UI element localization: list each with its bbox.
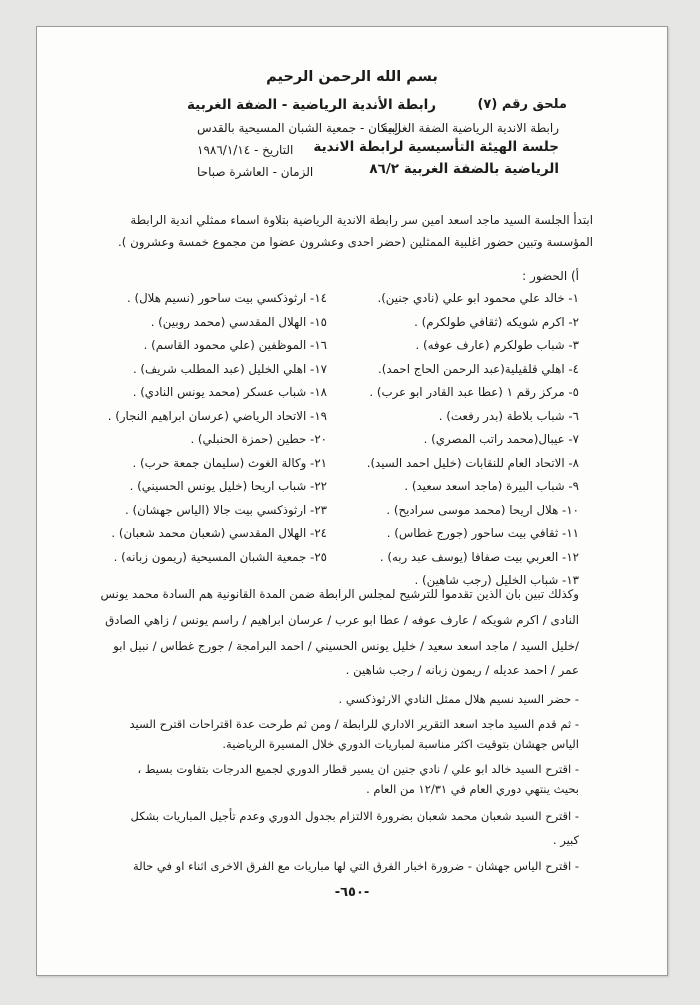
attendee-item: ٢- اكرم شويكه (ثقافي طولكرم) . <box>414 314 579 329</box>
note-line: - اقترح السيد خالد ابو علي / نادي جنين ان يسير قطار الدوري لجميع الدرجات بتفاوت بسيط ، <box>137 762 579 776</box>
note-line: كبير . <box>552 833 579 847</box>
attendance-heading: أ) الحضور : <box>522 269 579 283</box>
candidates-line-2: النادى / اكرم شويكه / عارف عوفه / عطا ابو عرب / عرسان ابراهيم / راسم يونس / زاهي الصادق <box>105 613 579 627</box>
attendee-item: ١٠- هلال اريحا (محمد موسى سراديح) . <box>386 502 579 517</box>
page-number: -٦٥٠- <box>334 885 370 900</box>
attendee-item: ٩- شباب البيرة (ماجد اسعد سعيد) . <box>404 479 579 493</box>
attendee-item: ٦- شباب بلاطة (بدر رفعت) . <box>438 408 579 423</box>
attendance-list-left <box>107 291 327 573</box>
league-title: رابطة الأندية الرياضية - الضفة الغربية <box>187 97 437 113</box>
attendee-item: ١٣- شباب الخليل (رجب شاهين) . <box>414 573 579 587</box>
attendee-item: ١- خالد علي محمود ابو علي (نادي جنين). <box>377 291 579 305</box>
candidates-line-1: وكذلك تبين بان الذين تقدموا للترشيح لمجلس الرابطة ضمن المدة القانونية هم السادة محمد يونس <box>100 587 579 601</box>
session-title-line2: الرياضية بالضفة الغربية ٨٦/٢ <box>369 161 559 177</box>
attendee-item: ٢٥- جمعية الشبان المسيحية (ريمون زبانه) . <box>113 549 327 564</box>
note-line: - اقترح الياس جهشان - ضرورة اخبار الفرق التي لها مباريات مع الفرق الاخرى اثناء او في حالة <box>132 859 579 873</box>
document-page <box>36 26 668 976</box>
attendee-item: ١٦- الموظفين (علي محمود القاسم) . <box>143 338 327 352</box>
attendee-item: ٢٣- ارثوذكسي بيت جالا (الياس جهشان) . <box>125 502 327 517</box>
attendee-item: ١٩- الاتحاد الرياضي (عرسان ابراهيم النجار) . <box>107 408 327 423</box>
attendee-item: ٢٢- شباب اريحا (خليل يونس الحسيني) . <box>129 479 327 493</box>
attendance-list-right <box>339 291 579 597</box>
attendee-item: ٧- عيبال(محمد راتب المصري) . <box>423 432 579 446</box>
attendee-item: ٢٠- حطين (حمزة الحنبلي) . <box>190 432 327 446</box>
intro-line-2: المؤسسة وتبين حضور اغلبية الممثلين (حضر احدى وعشرون عضوا من مجموع خمسة وعشرون ). <box>117 235 593 249</box>
meeting-time: الزمان - العاشرة صباحا <box>197 165 314 179</box>
intro-line-1: ابتدأ الجلسة السيد ماجد اسعد امين سر رابطة الاندية الرياضية بتلاوة اسماء ممثلي اندية الرابطة <box>130 213 593 227</box>
note-line: - حضر السيد نسيم هلال ممثل النادي الارثوذكسي . <box>338 692 579 706</box>
meeting-place: المكان - جمعية الشبان المسيحية بالقدس <box>197 121 402 135</box>
attendee-item: ٥- مركز رقم ١ (عطا عبد القادر ابو عرب) . <box>369 385 579 399</box>
annex-number: ملحق رقم (٧) <box>477 97 567 112</box>
attendee-item: ١٧- اهلي الخليل (عبد المطلب شريف) . <box>132 361 327 376</box>
attendee-item: ١١- ثقافي بيت ساحور (جورج غطاس) . <box>386 526 579 540</box>
attendee-item: ١٥- الهلال المقدسي (محمد روبين) . <box>150 314 327 329</box>
attendee-item: ١٢- العربي بيت صفافا (يوسف عبد ربه) . <box>379 549 579 564</box>
attendee-item: ٨- الاتحاد العام للنقابات (خليل احمد السيد). <box>366 455 579 470</box>
note-line: بحيث ينتهي دوري العام في ١٢/٣١ من العام . <box>366 782 579 796</box>
basmala: بسم الله الرحمن الرحيم <box>266 69 438 85</box>
organization-name: رابطة الاندية الرياضية الضفة الغربية <box>381 121 559 135</box>
attendee-item: ٣- شباب طولكرم (عارف عوفه) . <box>415 338 579 352</box>
meeting-date: التاريخ - ١٩٨٦/١/١٤ <box>197 143 294 157</box>
session-title-line1: جلسة الهيئة التأسيسية لرابطة الاندية <box>313 139 559 155</box>
attendee-item: ٤- اهلي قلقيلية(عبد الرحمن الحاج احمد). <box>378 361 579 376</box>
note-line: - اقترح السيد شعبان محمد شعبان بضرورة الالتزام بجدول الدوري وعدم تأجيل المباريات بشكل <box>130 809 579 823</box>
attendee-item: ١٤- ارثوذكسي بيت ساحور (نسيم هلال) . <box>126 291 327 305</box>
note-line: - ثم قدم السيد ماجد اسعد التقرير الاداري للرابطة / ومن ثم طرحت عدة اقتراحات اقترح السيد <box>129 717 579 731</box>
candidates-line-3: /خليل السيد / ماجد اسعد سعيد / خليل يونس الحسيني / احمد البرامجة / جورج غطاس / نبيل ابو <box>113 639 579 653</box>
attendee-item: ٢١- وكالة الغوث (سليمان جمعة حرب) . <box>132 455 327 470</box>
note-line: الياس جهشان بتوقيت اكثر مناسبة لمباريات الدوري خلال المسيرة الرياضية. <box>222 737 579 751</box>
attendee-item: ١٨- شباب عسكر (محمد يونس النادي) . <box>132 385 327 399</box>
attendee-item: ٢٤- الهلال المقدسي (شعبان محمد شعبان) . <box>111 526 327 540</box>
candidates-line-4: عمر / احمد عديله / ريمون زبانه / رجب شاهين . <box>345 663 579 677</box>
